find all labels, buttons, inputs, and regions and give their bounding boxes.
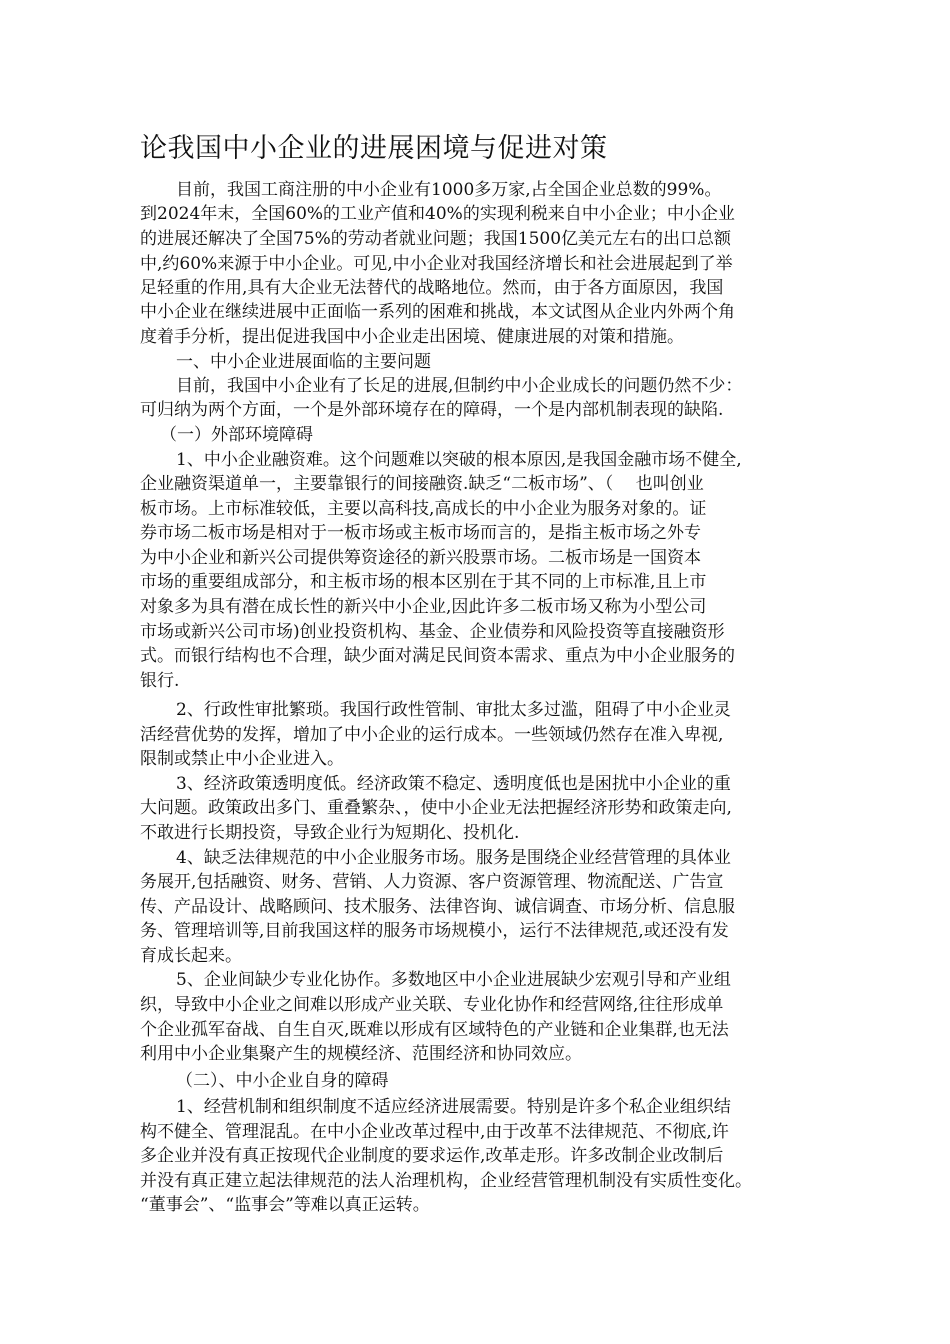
- section-heading: 一、中小企业进展面临的主要问题: [176, 352, 431, 372]
- paragraph-line: 式。而银行结构也不合理，缺少面对满足民间资本需求、重点为中小企业服务的: [140, 646, 735, 666]
- paragraph-line: 板市场。上市标准较低，主要以高科技,高成长的中小企业为服务对象的。证: [140, 499, 707, 519]
- paragraph-line: 为中小企业和新兴公司提供筹资途径的新兴股票市场。二板市场是一国资本: [140, 548, 701, 568]
- document-title: 论我国中小企业的进展困境与促进对策: [140, 133, 608, 164]
- paragraph-line: 中小企业在继续进展中正面临一系列的困难和挑战，本文试图从企业内外两个角: [140, 302, 735, 322]
- paragraph-line: 活经营优势的发挥，增加了中小企业的运行成本。一些领域仍然存在准入卑视,: [140, 725, 724, 745]
- paragraph-line: 个企业孤军奋战、自生自灭,既难以形成有区域特色的产业链和企业集群,也无法: [140, 1020, 729, 1040]
- paragraph-line: 织，导致中小企业之间难以形成产业关联、专业化协作和经营网络,往往形成单: [140, 995, 724, 1015]
- paragraph-line: 传、产品设计、战略顾问、技术服务、法律咨询、诚信调查、市场分析、信息服: [140, 897, 735, 917]
- paragraph-line: 3、经济政策透明度低。经济政策不稳定、透明度低也是困扰中小企业的重: [176, 774, 731, 794]
- paragraph-line: 务、管理培训等,目前我国这样的服务市场规模小，运行不法律规范,或还没有发: [140, 921, 729, 941]
- paragraph-line: 到2024年末，全国60%的工业产值和40%的实现利税来自中小企业；中小企业: [140, 204, 735, 224]
- paragraph-line: 企业融资渠道单一，主要靠银行的间接融资.缺乏“二板市场”、（ 也叫创业: [140, 474, 704, 494]
- subsection-heading: （一）外部环境障碍: [160, 425, 313, 445]
- paragraph-line: 5、企业间缺少专业化协作。多数地区中小企业进展缺少宏观引导和产业组: [176, 970, 731, 990]
- paragraph-line: 大问题。政策政出多门、重叠繁杂、，使中小企业无法把握经济形势和政策走向,: [140, 798, 732, 818]
- paragraph-line: 2、行政性审批繁琐。我国行政性管制、审批太多过滥，阻碍了中小企业灵: [176, 700, 731, 720]
- paragraph-line: 对象多为具有潜在成长性的新兴中小企业,因此许多二板市场又称为小型公司: [140, 597, 707, 617]
- paragraph-line: 券市场二板市场是相对于一板市场或主板市场而言的，是指主板市场之外专: [140, 523, 701, 543]
- paragraph-line: 市场或新兴公司市场)创业投资机构、基金、企业债券和风险投资等直接融资形: [140, 622, 725, 642]
- paragraph-line: 1、经营机制和组织制度不适应经济进展需要。特别是许多个私企业组织结: [176, 1097, 731, 1117]
- subsection-heading: （二）、中小企业自身的障碍: [176, 1071, 389, 1091]
- paragraph-line: 构不健全、管理混乱。在中小企业改革过程中,由于改革不法律规范、不彻底,许: [140, 1122, 729, 1142]
- paragraph-line: 目前，我国中小企业有了长足的进展,但制约中小企业成长的问题仍然不少：: [176, 376, 743, 396]
- paragraph-line: 并没有真正建立起法律规范的法人治理机构，企业经营管理机制没有实质性变化。: [140, 1171, 752, 1191]
- paragraph-line: 市场的重要组成部分，和主板市场的根本区别在于其不同的上市标准,且上市: [140, 572, 707, 592]
- paragraph-line: 4、缺乏法律规范的中小企业服务市场。服务是围绕企业经营管理的具体业: [176, 848, 731, 868]
- paragraph-line: 银行.: [140, 671, 180, 691]
- paragraph-line: 利用中小企业集聚产生的规模经济、范围经济和协同效应。: [140, 1044, 582, 1064]
- paragraph-line: 目前，我国工商注册的中小企业有1000多万家,占全国企业总数的99%。: [176, 180, 722, 200]
- paragraph-line: “董事会”、“监事会”等难以真正运转。: [140, 1195, 430, 1215]
- paragraph-line: 1、中小企业融资难。这个问题难以突破的根本原因,是我国金融市场不健全,: [176, 450, 742, 470]
- paragraph-line: 务展开,包括融资、财务、营销、人力资源、客户资源管理、物流配送、广告宣: [140, 872, 724, 892]
- paragraph-line: 不敢进行长期投资，导致企业行为短期化、投机化.: [140, 823, 520, 843]
- paragraph-line: 度着手分析，提出促进我国中小企业走出困境、健康进展的对策和措施。: [140, 327, 684, 347]
- paragraph-line: 中,约60%来源于中小企业。可见,中小企业对我国经济增长和社会进展起到了举: [140, 254, 733, 274]
- paragraph-line: 的进展还解决了全国75%的劳动者就业问题；我国1500亿美元左右的出口总额: [140, 229, 732, 249]
- paragraph-line: 足轻重的作用,具有大企业无法替代的战略地位。然而，由于各方面原因，我国: [140, 278, 724, 298]
- paragraph-line: 多企业并没有真正按现代企业制度的要求运作,改革走形。许多改制企业改制后: [140, 1146, 724, 1166]
- paragraph-line: 限制或禁止中小企业进入。: [140, 749, 344, 769]
- paragraph-line: 育成长起来。: [140, 946, 242, 966]
- paragraph-line: 可归纳为两个方面，一个是外部环境存在的障碍，一个是内部机制表现的缺陷.: [140, 400, 724, 420]
